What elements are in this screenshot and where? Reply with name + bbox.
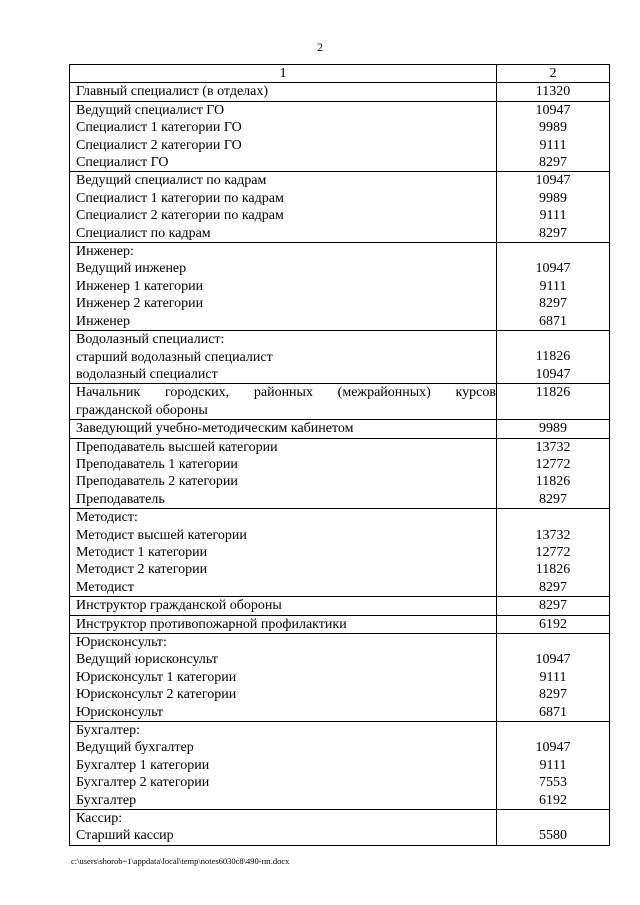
page-number: 2 [317, 40, 323, 54]
salary-value: 11826 [535, 562, 571, 578]
salary-cell [497, 101, 610, 172]
position-title: Инженер 2 категории [76, 296, 204, 312]
salary-value: 13732 [535, 439, 571, 455]
salary-value: 10947 [535, 652, 571, 668]
position-title: Бухгалтер 2 категории [76, 775, 210, 791]
salary-value: 6192 [539, 792, 567, 808]
group-heading: Кассир: [76, 811, 123, 827]
position-title: Методист 2 категории [76, 562, 208, 578]
salary-value: 8297 [539, 598, 567, 614]
salary-value: 11826 [535, 385, 571, 401]
position-title: Инженер 1 категории [76, 278, 204, 294]
position-title: Преподаватель 2 категории [76, 474, 238, 490]
position-cell [70, 615, 497, 633]
position-title: старший водолазный специалист [76, 349, 273, 365]
salary-value: 9989 [539, 120, 567, 136]
salary-value: 13732 [535, 527, 571, 543]
position-title: Заведующий учебно-методическим кабинетом [76, 421, 354, 437]
salary-value: 10947 [535, 102, 571, 118]
table-row [70, 634, 610, 722]
salary-cell [497, 509, 610, 597]
position-title: Инженер [76, 313, 131, 329]
position-title: Юрисконсульт 1 категории [76, 669, 237, 685]
salary-value: 6871 [539, 704, 567, 720]
salary-value: 9111 [539, 278, 567, 294]
position-cell [70, 83, 497, 101]
salary-cell [497, 438, 610, 509]
table-row [70, 615, 610, 633]
salary-cell [497, 597, 610, 615]
salary-cell [497, 83, 610, 101]
header-cell-salary: 2 [497, 65, 610, 83]
salary-value: 9111 [539, 137, 567, 153]
header-cell-position: 1 [70, 65, 497, 83]
salary-table [69, 64, 610, 846]
table-body [70, 83, 610, 845]
salary-cell [497, 384, 610, 420]
salary-value: 9111 [539, 208, 567, 224]
position-title: Преподаватель высшей категории [76, 439, 278, 455]
file-path-footer: c:\users\shorob~1\appdata\local\temp\notes6030c8\490-пп.docx [71, 856, 290, 866]
table-row [70, 597, 610, 615]
empty-line [497, 722, 609, 739]
salary-cell [497, 810, 610, 846]
position-title: Инструктор противопожарной профилактики [76, 616, 347, 632]
position-title: Методист высшей категории [76, 527, 247, 543]
position-title: Специалист ГО [76, 155, 169, 171]
position-cell [70, 438, 497, 509]
position-title: Инструктор гражданской обороны [76, 598, 282, 614]
position-title: гражданской обороны [76, 402, 208, 418]
position-title: водолазный специалист [76, 366, 218, 382]
table-row [70, 810, 610, 846]
salary-value: 10947 [535, 173, 571, 189]
position-title: Главный специалист (в отделах) [76, 84, 269, 100]
table-row [70, 101, 610, 172]
position-title: Методист 1 категории [76, 544, 208, 560]
position-cell [70, 509, 497, 597]
salary-value: 12772 [535, 544, 571, 560]
salary-cell [497, 331, 610, 384]
salary-value: 8297 [539, 491, 567, 507]
position-title: Бухгалтер [76, 792, 137, 808]
salary-value: 8297 [539, 296, 567, 312]
salary-value: 9989 [539, 190, 567, 206]
table-row [70, 722, 610, 810]
empty-line [497, 634, 609, 651]
salary-value: 11320 [535, 84, 571, 100]
group-heading: Юрисконсульт: [76, 635, 167, 650]
salary-value: 5580 [539, 828, 567, 844]
salary-value: 8297 [539, 225, 567, 241]
salary-value: 9989 [539, 421, 567, 437]
position-cell [70, 331, 497, 384]
group-heading: Инженер: [76, 244, 134, 260]
salary-value: 8297 [539, 579, 567, 595]
position-title: Ведущий бухгалтер [76, 740, 194, 756]
group-heading: Водолазный специалист: [76, 332, 225, 348]
salary-value: 11826 [535, 349, 571, 365]
salary-value: 10947 [535, 261, 571, 277]
salary-value: 12772 [535, 456, 571, 472]
position-cell [70, 243, 497, 331]
position-title: Специалист 2 категории по кадрам [76, 208, 284, 224]
position-title: Специалист 1 категории ГО [76, 120, 242, 136]
position-cell [70, 101, 497, 172]
group-heading: Методист: [76, 510, 138, 526]
table-row [70, 331, 610, 384]
table-row [70, 420, 610, 438]
position-title: Юрисконсульт [76, 704, 164, 720]
empty-line [497, 810, 609, 827]
position-title: Старший кассир [76, 828, 174, 844]
salary-value: 10947 [535, 740, 571, 756]
salary-value: 11826 [535, 474, 571, 490]
position-title: Ведущий юрисконсульт [76, 652, 218, 668]
position-cell [70, 722, 497, 810]
table-row [70, 438, 610, 509]
table-row [70, 172, 610, 243]
salary-value: 9111 [539, 669, 567, 685]
position-title: Специалист 1 категории по кадрам [76, 190, 284, 206]
position-cell [70, 172, 497, 243]
empty-line [497, 509, 609, 526]
salary-value: 7553 [539, 775, 567, 791]
position-title: Юрисконсульт 2 категории [76, 687, 237, 703]
position-cell [70, 634, 497, 722]
salary-cell [497, 634, 610, 722]
position-title: Преподаватель [76, 491, 165, 507]
table-row [70, 509, 610, 597]
table-row [70, 384, 610, 420]
position-title: Ведущий специалист ГО [76, 102, 225, 118]
salary-cell [497, 172, 610, 243]
position-title: Специалист 2 категории ГО [76, 137, 242, 153]
position-title: Специалист по кадрам [76, 225, 211, 241]
salary-cell [497, 722, 610, 810]
position-title: Ведущий специалист по кадрам [76, 173, 267, 189]
position-cell [70, 810, 497, 846]
group-heading: Бухгалтер: [76, 723, 140, 739]
empty-line [497, 243, 609, 260]
salary-value: 10947 [535, 366, 571, 382]
table-row [70, 83, 610, 101]
empty-line [497, 331, 609, 348]
salary-value: 9111 [539, 757, 567, 773]
position-cell [70, 384, 497, 420]
salary-value: 6192 [539, 616, 567, 632]
table-header-row [70, 65, 610, 83]
position-cell [70, 420, 497, 438]
salary-cell [497, 420, 610, 438]
position-title: Преподаватель 1 категории [76, 456, 238, 472]
position-cell [70, 597, 497, 615]
position-title: Бухгалтер 1 категории [76, 757, 210, 773]
position-title: Начальник городских, районных (межрайонных) курсов [76, 385, 496, 401]
salary-value: 8297 [539, 687, 567, 703]
table-row [70, 243, 610, 331]
salary-cell [497, 615, 610, 633]
position-title: Ведущий инженер [76, 261, 187, 277]
salary-cell [497, 243, 610, 331]
position-title: Методист [76, 579, 134, 595]
salary-value: 8297 [539, 155, 567, 171]
salary-value: 6871 [539, 313, 567, 329]
